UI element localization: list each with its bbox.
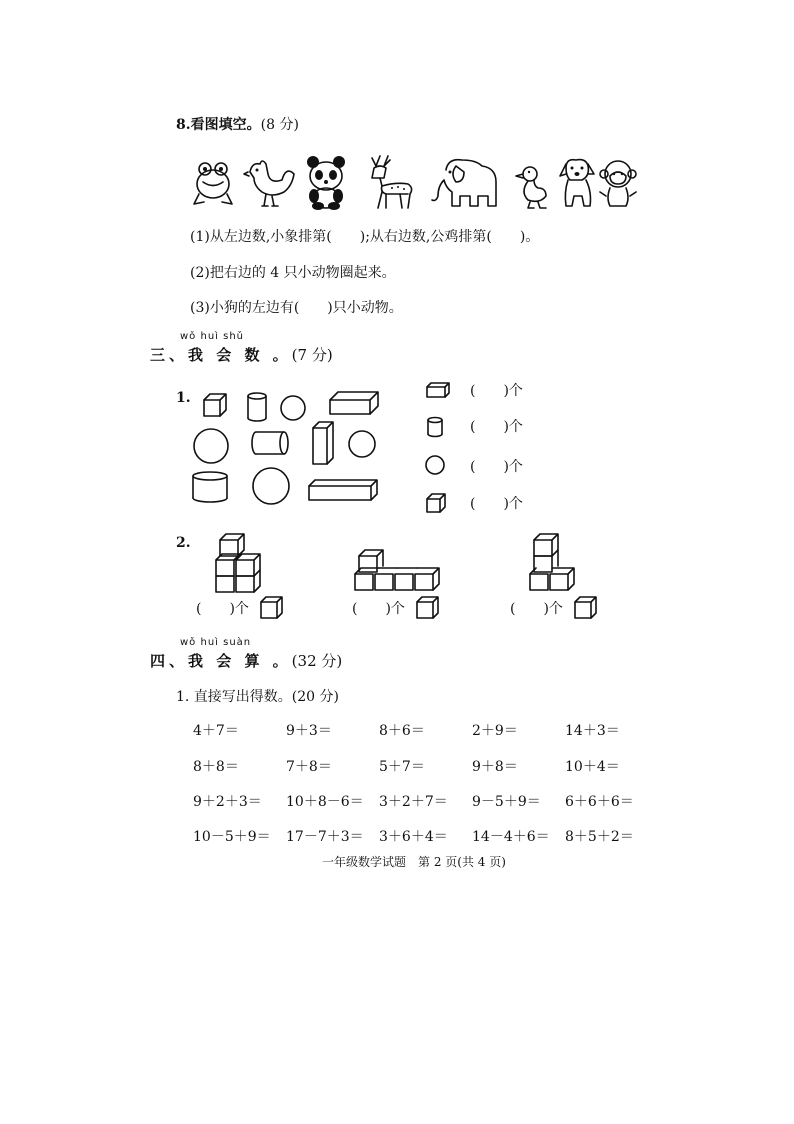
equation: 10＋4＝ — [565, 759, 620, 775]
cube-stack-1 — [216, 534, 260, 592]
equation: 14－4＋6＝ — [472, 829, 550, 845]
q8-points: (8 分) — [260, 117, 299, 133]
q8-title-line — [176, 114, 299, 134]
cube-stack-2 — [355, 550, 439, 590]
equation: 9＋8＝ — [472, 759, 518, 775]
equation: 8＋8＝ — [193, 759, 239, 775]
cylinder-shape-icon — [193, 472, 227, 502]
sphere-shape-icon — [281, 396, 305, 420]
cube-stack-3 — [530, 534, 574, 590]
equation: 3＋2＋7＝ — [379, 794, 448, 810]
unit-cube-icon — [417, 597, 438, 618]
sec4-q1: 1. 直接写出得数。(20 分) — [176, 689, 339, 705]
sphere-shape-icon — [349, 431, 375, 457]
duck-icon — [516, 167, 546, 208]
deer-icon — [372, 156, 412, 208]
page-footer: 一年级数学试题 第 2 页(共 4 页) — [322, 855, 506, 869]
rooster-icon — [244, 161, 294, 206]
equation: 9＋3＝ — [286, 723, 332, 739]
equation: 5＋7＝ — [379, 759, 425, 775]
cylinder-legend-icon — [428, 418, 442, 437]
q8-sub3: (3)小狗的左边有( )只小动物。 — [190, 300, 403, 316]
equation: 9＋2＋3＝ — [193, 794, 262, 810]
sec3-q1-label: 1. — [176, 390, 191, 406]
equation: 7＋8＝ — [286, 759, 332, 775]
equation: 10－5＋9＝ — [193, 829, 271, 845]
equation: 8＋6＝ — [379, 723, 425, 739]
equation: 8＋5＋2＝ — [565, 829, 634, 845]
dog-icon — [560, 160, 594, 206]
equation: 14＋3＝ — [565, 723, 620, 739]
sec3-heading — [150, 344, 333, 365]
sec3-pinyin: wǒ huì shǔ — [180, 331, 244, 342]
sphere-legend-icon — [426, 456, 444, 474]
cuboid-legend-icon — [427, 383, 449, 397]
cube-count-1: ( )个 — [196, 601, 249, 617]
sphere-shape-icon — [253, 468, 289, 504]
equation: 17－7＋3＝ — [286, 829, 364, 845]
sec4-pinyin: wǒ huì suàn — [180, 637, 252, 648]
cube-count-2: ( )个 — [352, 601, 405, 617]
equation: 3＋6＋4＝ — [379, 829, 448, 845]
sec3-title: 三、我 会 数 。 — [150, 346, 292, 364]
equation: 6＋6＋6＝ — [565, 794, 634, 810]
frog-icon — [194, 163, 232, 204]
cube-shape-icon — [204, 394, 226, 416]
count-cuboid: ( )个 — [470, 383, 523, 399]
monkey-icon — [600, 161, 636, 206]
cube-count-3: ( )个 — [510, 601, 563, 617]
elephant-icon — [432, 160, 496, 206]
sec4-title: 四、我 会 算 。 — [150, 652, 292, 670]
unit-cube-icons — [0, 596, 794, 626]
unit-cube-icon — [261, 597, 282, 618]
sec3-q2-label: 2. — [176, 535, 191, 551]
animals-row — [0, 152, 794, 212]
equation: 10＋8－6＝ — [286, 794, 364, 810]
equation: 4＋7＝ — [193, 723, 239, 739]
solid-shapes-figure — [0, 380, 794, 520]
panda-icon — [307, 156, 345, 210]
cube-stacks-figure — [0, 530, 794, 600]
count-sphere: ( )个 — [470, 459, 523, 475]
cube-legend-icon — [427, 494, 445, 512]
cuboid-shape-icon — [330, 392, 378, 414]
count-cube: ( )个 — [470, 496, 523, 512]
q8-sub1: (1)从左边数,小象排第( );从右边数,公鸡排第( )。 — [190, 229, 540, 245]
count-legend-icons — [424, 380, 454, 520]
q8-sub2: (2)把右边的 4 只小动物圈起来。 — [190, 265, 396, 281]
sec4-points: (32 分) — [291, 652, 343, 670]
equation: 9－5＋9＝ — [472, 794, 541, 810]
sec4-heading — [150, 650, 342, 671]
equation: 2＋9＝ — [472, 723, 518, 739]
cylinder-shape-icon — [248, 393, 266, 421]
cylinder-shape-icon — [252, 432, 288, 454]
q8-title: 8.看图填空。 — [176, 117, 261, 133]
cuboid-shape-icon — [313, 422, 333, 464]
sphere-shape-icon — [194, 429, 228, 463]
count-cylinder: ( )个 — [470, 419, 523, 435]
sec3-points: (7 分) — [291, 346, 333, 364]
cuboid-shape-icon — [309, 480, 377, 500]
unit-cube-icon — [575, 597, 596, 618]
